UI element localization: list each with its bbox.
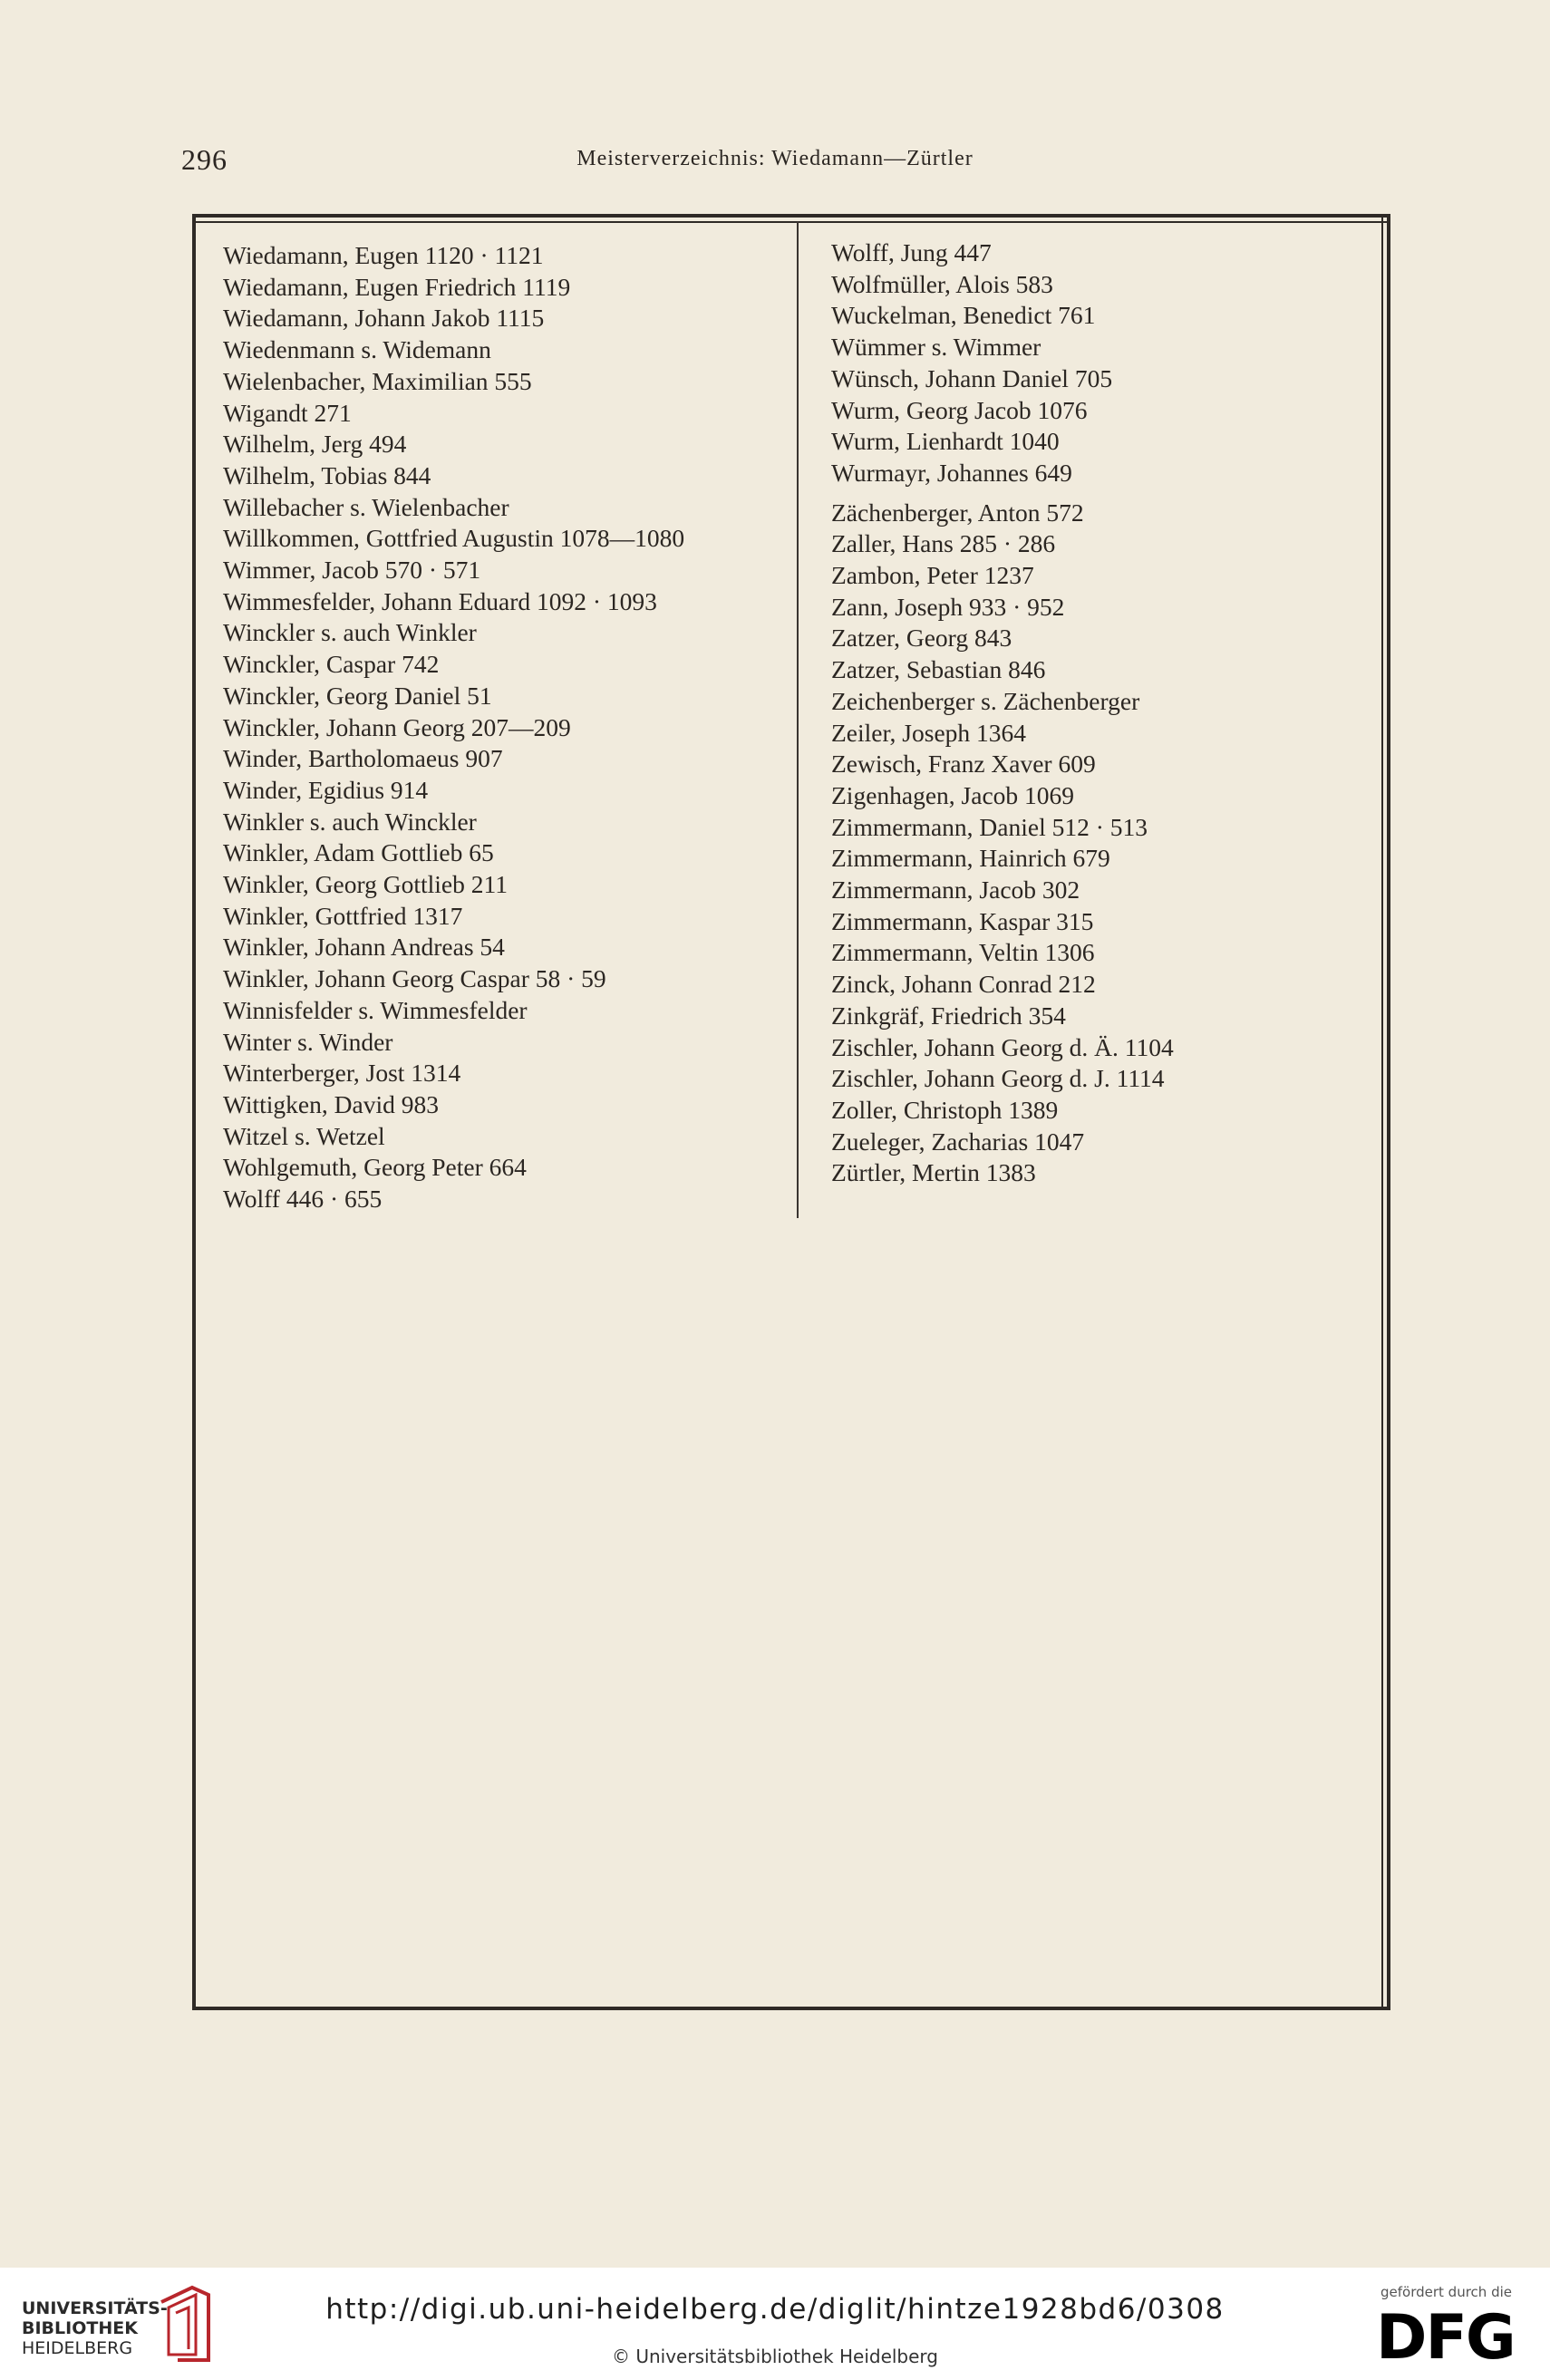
index-entry: Wilhelm, Jerg 494 [223, 430, 407, 459]
index-entry: Winkler, Gottfried 1317 [223, 901, 463, 930]
index-entry: Winckler, Caspar 742 [223, 650, 440, 679]
index-entry: Wiedenmann s. Widemann [223, 335, 491, 364]
index-entry: Zächenberger, Anton 572 [831, 498, 1084, 527]
index-entry: Winckler s. auch Winkler [223, 618, 477, 647]
index-entry: Zürtler, Mertin 1383 [831, 1158, 1036, 1187]
index-entry: Zimmermann, Kaspar 315 [831, 906, 1094, 935]
library-name-line1: UNIVERSITÄTS- [22, 2298, 168, 2318]
index-entry: Zischler, Johann Georg d. Ä. 1104 [831, 1032, 1174, 1061]
index-entry: Winkler s. auch Winckler [223, 807, 477, 836]
index-column-left [223, 240, 684, 1215]
index-entry: Zatzer, Georg 843 [831, 624, 1012, 653]
index-entry: Wolff 446 · 655 [223, 1185, 383, 1214]
index-entry: Wolff, Jung 447 [831, 238, 992, 266]
index-entry: Winkler, Johann Andreas 54 [223, 933, 505, 962]
dfg-logo[interactable]: DFG [1376, 2302, 1515, 2374]
index-entry: Willkommen, Gottfried Augustin 1078—1080 [223, 524, 685, 553]
page-number: 296 [181, 143, 228, 176]
column-divider [797, 221, 799, 1218]
index-entry: Wimmer, Jacob 570 · 571 [223, 556, 481, 585]
index-entry: Winckler, Johann Georg 207—209 [223, 712, 571, 741]
library-name-line2: BIBLIOTHEK [22, 2318, 138, 2338]
index-entry: Zigenhagen, Jacob 1069 [831, 780, 1075, 809]
index-entry: Winder, Bartholomaeus 907 [223, 744, 503, 773]
index-entry: Zoller, Christoph 1389 [831, 1095, 1059, 1124]
index-entry: Wimmesfelder, Johann Eduard 1092 · 1093 [223, 586, 657, 615]
index-column-right [831, 237, 1174, 1189]
index-entry: Zaller, Hans 285 · 286 [831, 529, 1056, 558]
index-entry: Wuckelman, Benedict 761 [831, 301, 1096, 330]
index-entry: Winter s. Winder [223, 1027, 393, 1056]
index-entry: Zeichenberger s. Zächenberger [831, 686, 1140, 715]
index-entry: Zann, Joseph 933 · 952 [831, 592, 1065, 621]
index-entry: Zewisch, Franz Xaver 609 [831, 750, 1096, 779]
index-entry: Willebacher s. Wielenbacher [223, 492, 509, 521]
footer-bar [0, 2268, 1550, 2380]
index-entry: Zimmermann, Jacob 302 [831, 876, 1080, 905]
index-entry: Wurm, Georg Jacob 1076 [831, 395, 1088, 424]
index-entry: Wilhelm, Tobias 844 [223, 460, 431, 489]
index-entry: Zimmermann, Veltin 1306 [831, 938, 1095, 967]
index-entry: Wittigken, David 983 [223, 1089, 439, 1118]
index-entry: Zeiler, Joseph 1364 [831, 718, 1027, 747]
index-entry: Zueleger, Zacharias 1047 [831, 1127, 1085, 1156]
index-entry: Winnisfelder s. Wimmesfelder [223, 995, 528, 1024]
index-entry: Wurmayr, Johannes 649 [831, 458, 1072, 487]
running-head: Meisterverzeichnis: Wiedamann—Zürtler [576, 147, 974, 170]
index-entry: Winkler, Georg Gottlieb 211 [223, 870, 508, 899]
index-entry: Winkler, Adam Gottlieb 65 [223, 838, 494, 867]
funding-note: gefördert durch die [1380, 2284, 1512, 2300]
index-entry: Wolfmüller, Alois 583 [831, 269, 1053, 298]
index-entry: Wurm, Lienhardt 1040 [831, 427, 1060, 456]
index-entry: Wielenbacher, Maximilian 555 [223, 366, 532, 395]
index-entry: Wümmer s. Wimmer [831, 333, 1041, 362]
permalink-url[interactable]: http://digi.ub.uni-heidelberg.de/diglit/hintze1928bd6/0308 [325, 2293, 1225, 2326]
index-entry: Winder, Egidius 914 [223, 775, 429, 804]
index-entry: Zatzer, Sebastian 846 [831, 655, 1046, 684]
index-entry: Wiedamann, Johann Jakob 1115 [223, 304, 545, 333]
index-entry: Wünsch, Johann Daniel 705 [831, 363, 1113, 392]
index-entry: Wohlgemuth, Georg Peter 664 [223, 1153, 527, 1182]
index-entry: Witzel s. Wetzel [223, 1121, 385, 1150]
index-entry: Winckler, Georg Daniel 51 [223, 681, 492, 710]
copyright-notice: © Universitätsbibliothek Heidelberg [611, 2346, 938, 2367]
index-entry: Wigandt 271 [223, 398, 352, 427]
index-entry: Zischler, Johann Georg d. J. 1114 [831, 1064, 1165, 1093]
index-entry: Wiedamann, Eugen 1120 · 1121 [223, 241, 544, 269]
index-entry: Zimmermann, Hainrich 679 [831, 844, 1110, 873]
library-name-line3: HEIDELBERG [22, 2338, 133, 2358]
index-entry: Zinck, Johann Conrad 212 [831, 970, 1096, 999]
index-entry: Wiedamann, Eugen Friedrich 1119 [223, 272, 571, 301]
index-entry: Winkler, Johann Georg Caspar 58 · 59 [223, 964, 606, 993]
index-entry: Zambon, Peter 1237 [831, 561, 1034, 590]
index-entry: Winterberger, Jost 1314 [223, 1059, 461, 1088]
index-entry: Zinkgräf, Friedrich 354 [831, 1001, 1066, 1030]
index-entry: Zimmermann, Daniel 512 · 513 [831, 812, 1148, 841]
